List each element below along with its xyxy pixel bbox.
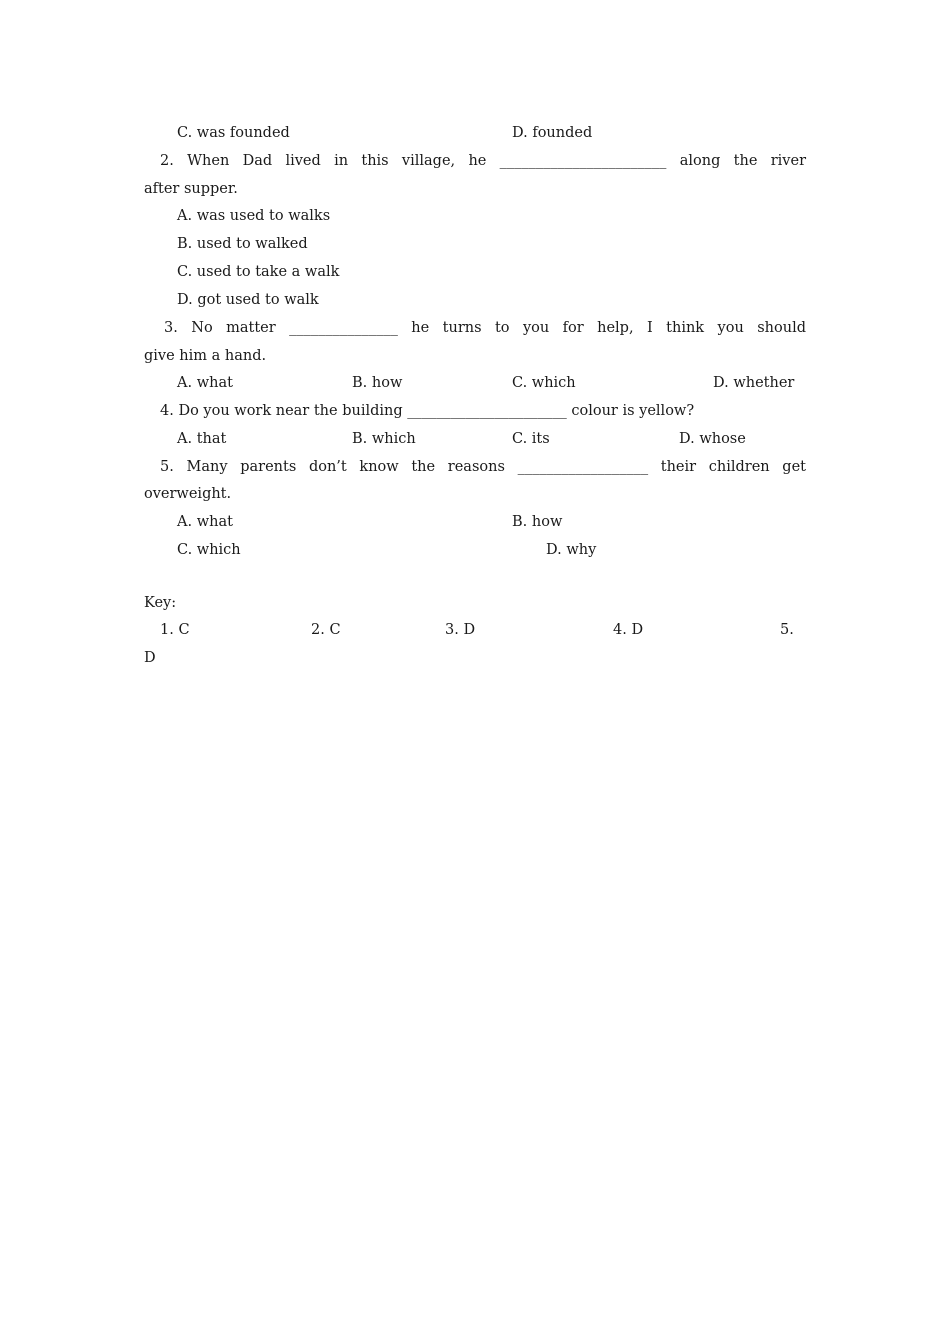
q5-stem-line2: overweight.	[144, 486, 232, 502]
q5-option-d: D. why	[546, 542, 597, 558]
q4-stem: 4. Do you work near the building ______________________ colour is yellow?	[160, 403, 695, 419]
q1-option-c: C. was founded	[177, 125, 290, 141]
q4-option-d: D. whose	[679, 431, 746, 447]
q3-option-b: B. how	[352, 375, 403, 391]
q5-option-b: B. how	[512, 514, 563, 530]
key-answer-1: 1. C	[160, 622, 190, 638]
q3-option-a: A. what	[177, 375, 233, 391]
q4-option-a: A. that	[177, 431, 227, 447]
q2-option-d: D. got used to walk	[177, 292, 319, 308]
q5-option-a: A. what	[177, 514, 233, 530]
q5-stem-line1: 5. Many parents don’t know the reasons __________________ their children get	[160, 459, 806, 475]
q5-option-c: C. which	[177, 542, 241, 558]
key-heading: Key:	[144, 595, 177, 611]
q2-stem-line1: 2. When Dad lived in this village, he _______________________ along the river	[160, 153, 806, 169]
q3-stem-line2: give him a hand.	[144, 348, 267, 364]
q4-option-b: B. which	[352, 431, 416, 447]
q3-option-c: C. which	[512, 375, 576, 391]
key-answer-4: 4. D	[613, 622, 644, 638]
key-answer-5-value: D	[144, 650, 156, 666]
q2-option-b: B. used to walked	[177, 236, 308, 252]
q2-option-c: C. used to take a walk	[177, 264, 340, 280]
q1-option-d: D. founded	[512, 125, 593, 141]
q2-stem-line2: after supper.	[144, 181, 238, 197]
key-answer-2: 2. C	[311, 622, 341, 638]
q4-option-c: C. its	[512, 431, 550, 447]
q3-stem-line1: 3. No matter _______________ he turns to you for help, I think you should	[164, 320, 806, 336]
key-answer-3: 3. D	[445, 622, 476, 638]
q2-option-a: A. was used to walks	[177, 208, 331, 224]
q3-option-d: D. whether	[713, 375, 795, 391]
key-answer-5-number: 5.	[780, 622, 794, 638]
